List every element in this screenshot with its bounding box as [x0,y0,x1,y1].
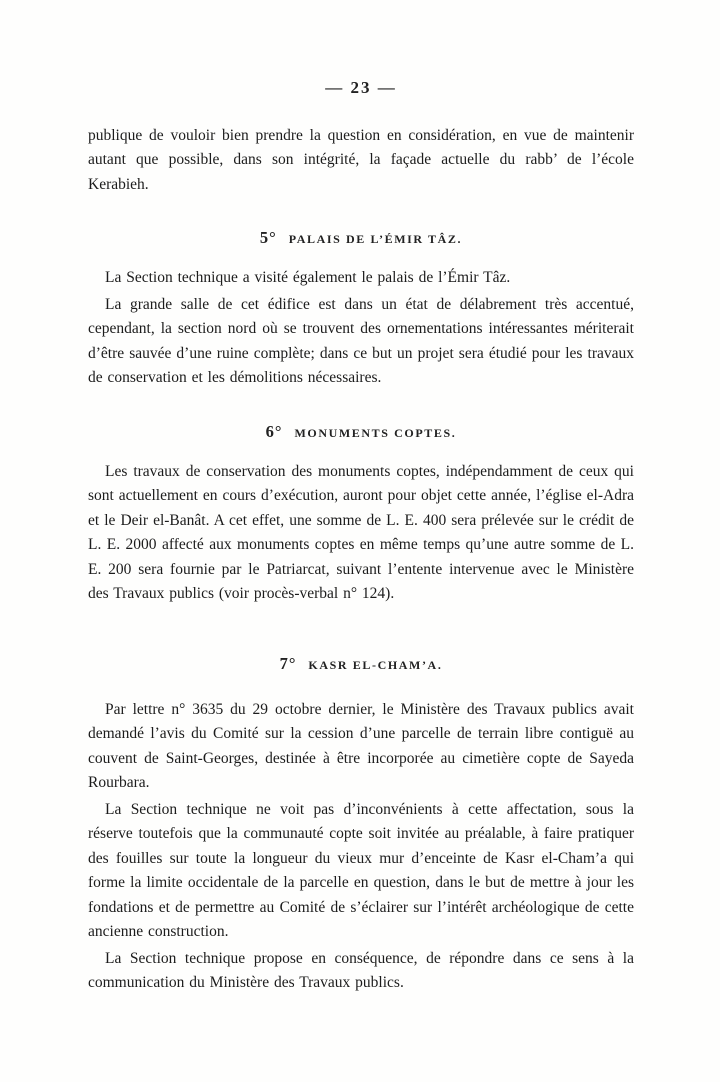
section-title: MONUMENTS COPTES. [294,425,457,440]
paragraph: Par lettre n° 3635 du 29 octobre dernier, le Ministère des Travaux publics avait demandé l’avis du Comité sur la cession d’une parcelle de terrain libre contiguë au couvent de Saint-Georges, destinée à être incorporée au cimetière copte de Sayeda Rourbara. [88,700,634,792]
section-heading-5 [88,223,634,250]
section-title: PALAIS DE L’ÉMIR TÂZ. [288,232,463,247]
section-heading-6 [88,417,634,444]
intro-paragraph: publique de vouloir bien prendre la question en considération, en vue de maintenir autant que possible, dans son intégrité, la façade actuelle du rabb’ de l’école Kerabieh. [88,127,634,193]
paragraph: La Section technique ne voit pas d’inconvénients à cette affectation, sous la réserve toutefois que la communauté copte soit invitée au préalable, à faire pratiquer des fouilles sur toute la longueur du vieux mur d’enceinte de Kasr el-Cham’a qui forme la limite occidentale de la parcelle en question, dans le but de mettre à jour les fondations et de permettre au Comité de s’éclairer sur l’intérêt archéologique de cette ancienne construction. [88,800,634,941]
paragraph: La Section technique propose en conséquence, de répondre dans ce sens à la communication du Ministère des Travaux publics. [88,949,634,992]
paragraph: Les travaux de conservation des monuments coptes, indépendamment de ceux qui sont actuellement en cours d’exécution, auront pour objet cette année, l’église el-Adra et le Deir el-Banât. A cet effet, une somme de L. E. 400 sera prélevée sur le crédit de L. E. 2000 affecté aux monuments coptes en même temps qu’une autre somme de L. E. 200 sera fournie par le Patriarcat, suivant l’entente intervenue avec le Ministère des Travaux publics (voir procès-verbal n° 124). [88,462,634,603]
paragraph: La Section technique a visité également le palais de l’Émir Tâz. [105,269,511,287]
page-number: — 23 — [325,78,397,97]
section-number: 5° [259,228,277,248]
section-number: 7° [279,653,297,673]
section-title: KASR EL-CHAM’A. [308,657,443,672]
section-number: 6° [265,421,283,441]
paragraph: La grande salle de cet édifice est dans un état de délabrement très accentué, cependant, la section nord où se trouvent des ornementations intéressantes mériterait d’être sauvée d’une ruine complète; dans ce but un projet sera étudié pour les travaux de conservation et les démolitions nécessaires. [88,295,634,387]
section-heading-7 [88,649,634,676]
